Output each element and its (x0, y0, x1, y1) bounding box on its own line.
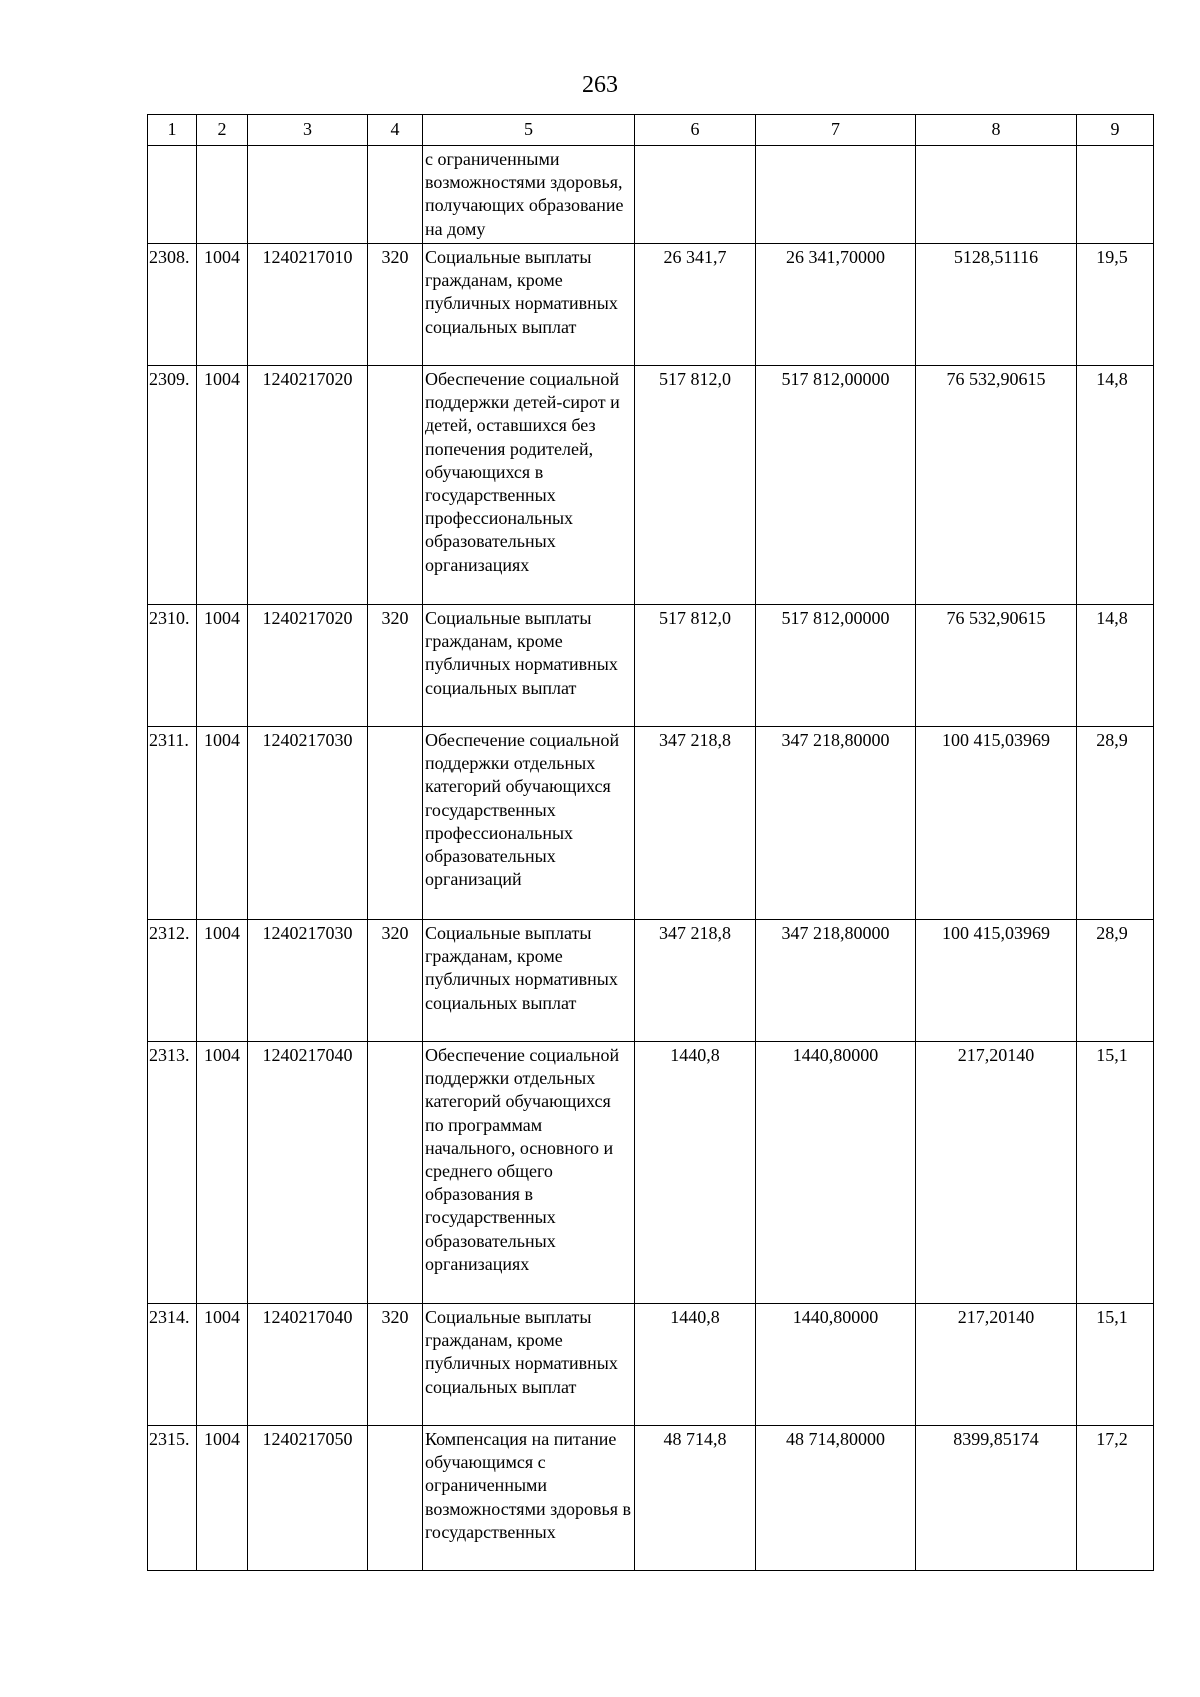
table-row (148, 920, 1154, 1042)
target-article-code: 1240217030 (248, 920, 368, 1042)
row-number: 2315. (148, 1426, 197, 1571)
table-row (148, 605, 1154, 727)
section-code: 1004 (197, 244, 248, 366)
expense-type-code (368, 366, 423, 605)
value-col-8: 217,20140 (916, 1304, 1077, 1426)
expense-type-code: 320 (368, 1304, 423, 1426)
value-col-8: 8399,85174 (916, 1426, 1077, 1571)
column-header: 1 (148, 115, 197, 146)
value-col-7: 347 218,80000 (756, 920, 916, 1042)
target-article-code: 1240217020 (248, 366, 368, 605)
value-col-6 (635, 146, 756, 244)
item-name: Социальные выплаты гражданам, кроме публичных нормативных социальных выплат (423, 920, 635, 1042)
section-code: 1004 (197, 1042, 248, 1304)
column-header: 8 (916, 115, 1077, 146)
value-col-7: 1440,80000 (756, 1304, 916, 1426)
target-article-code: 1240217030 (248, 727, 368, 920)
expense-type-code (368, 1426, 423, 1571)
value-col-6: 1440,8 (635, 1304, 756, 1426)
table-row (148, 727, 1154, 920)
value-col-8 (916, 146, 1077, 244)
value-col-9 (1077, 146, 1154, 244)
target-article-code: 1240217010 (248, 244, 368, 366)
expense-type-code: 320 (368, 920, 423, 1042)
item-name: Социальные выплаты гражданам, кроме публичных нормативных социальных выплат (423, 244, 635, 366)
section-code: 1004 (197, 727, 248, 920)
column-header: 9 (1077, 115, 1154, 146)
value-col-8: 76 532,90615 (916, 366, 1077, 605)
item-name: Социальные выплаты гражданам, кроме публичных нормативных социальных выплат (423, 1304, 635, 1426)
item-name: Социальные выплаты гражданам, кроме публичных нормативных социальных выплат (423, 605, 635, 727)
value-col-6: 1440,8 (635, 1042, 756, 1304)
column-header: 7 (756, 115, 916, 146)
item-name: Обеспечение социальной поддержки отдельных категорий обучающихся государственных профессиональных образовательных организаций (423, 727, 635, 920)
value-col-7: 48 714,80000 (756, 1426, 916, 1571)
value-col-7: 517 812,00000 (756, 605, 916, 727)
expense-type-code (368, 146, 423, 244)
target-article-code: 1240217050 (248, 1426, 368, 1571)
page-number: 263 (582, 72, 618, 98)
value-col-9: 28,9 (1077, 727, 1154, 920)
expense-type-code: 320 (368, 605, 423, 727)
value-col-9: 15,1 (1077, 1042, 1154, 1304)
table-row (148, 244, 1154, 366)
value-col-9: 14,8 (1077, 605, 1154, 727)
item-name: с ограниченными возможностями здоровья, получающих образование на дому (423, 146, 635, 244)
expense-type-code: 320 (368, 244, 423, 366)
value-col-9: 19,5 (1077, 244, 1154, 366)
row-number: 2312. (148, 920, 197, 1042)
item-name: Компенсация на питание обучающимся с ограниченными возможностями здоровья в государственных (423, 1426, 635, 1571)
row-number: 2311. (148, 727, 197, 920)
target-article-code: 1240217020 (248, 605, 368, 727)
table-row (148, 1304, 1154, 1426)
value-col-6: 48 714,8 (635, 1426, 756, 1571)
table-header-row (148, 115, 1154, 146)
value-col-8: 5128,51116 (916, 244, 1077, 366)
value-col-9: 15,1 (1077, 1304, 1154, 1426)
section-code: 1004 (197, 920, 248, 1042)
section-code (197, 146, 248, 244)
row-number: 2308. (148, 244, 197, 366)
target-article-code (248, 146, 368, 244)
target-article-code: 1240217040 (248, 1042, 368, 1304)
table-row (148, 1042, 1154, 1304)
table-row (148, 366, 1154, 605)
row-number: 2314. (148, 1304, 197, 1426)
value-col-7: 1440,80000 (756, 1042, 916, 1304)
column-header: 6 (635, 115, 756, 146)
column-header: 2 (197, 115, 248, 146)
value-col-6: 26 341,7 (635, 244, 756, 366)
column-header: 5 (423, 115, 635, 146)
value-col-9: 28,9 (1077, 920, 1154, 1042)
value-col-6: 347 218,8 (635, 920, 756, 1042)
section-code: 1004 (197, 605, 248, 727)
row-number: 2313. (148, 1042, 197, 1304)
section-code: 1004 (197, 1304, 248, 1426)
value-col-9: 17,2 (1077, 1426, 1154, 1571)
section-code: 1004 (197, 366, 248, 605)
value-col-7: 347 218,80000 (756, 727, 916, 920)
row-number (148, 146, 197, 244)
section-code: 1004 (197, 1426, 248, 1571)
table-row (148, 146, 1154, 244)
value-col-8: 100 415,03969 (916, 727, 1077, 920)
value-col-6: 517 812,0 (635, 605, 756, 727)
row-number: 2309. (148, 366, 197, 605)
expense-type-code (368, 1042, 423, 1304)
value-col-8: 100 415,03969 (916, 920, 1077, 1042)
target-article-code: 1240217040 (248, 1304, 368, 1426)
value-col-6: 517 812,0 (635, 366, 756, 605)
value-col-8: 76 532,90615 (916, 605, 1077, 727)
table-row (148, 1426, 1154, 1571)
column-header: 4 (368, 115, 423, 146)
row-number: 2310. (148, 605, 197, 727)
budget-table (147, 114, 1154, 1571)
value-col-6: 347 218,8 (635, 727, 756, 920)
value-col-7: 517 812,00000 (756, 366, 916, 605)
value-col-7: 26 341,70000 (756, 244, 916, 366)
expense-type-code (368, 727, 423, 920)
column-header: 3 (248, 115, 368, 146)
item-name: Обеспечение социальной поддержки отдельных категорий обучающихся по программам начального, основного и среднего общего образования в государственных образовательных организациях (423, 1042, 635, 1304)
value-col-9: 14,8 (1077, 366, 1154, 605)
item-name: Обеспечение социальной поддержки детей-сирот и детей, оставшихся без попечения родителей, обучающихся в государственных профессиональных образовательных организациях (423, 366, 635, 605)
value-col-8: 217,20140 (916, 1042, 1077, 1304)
value-col-7 (756, 146, 916, 244)
